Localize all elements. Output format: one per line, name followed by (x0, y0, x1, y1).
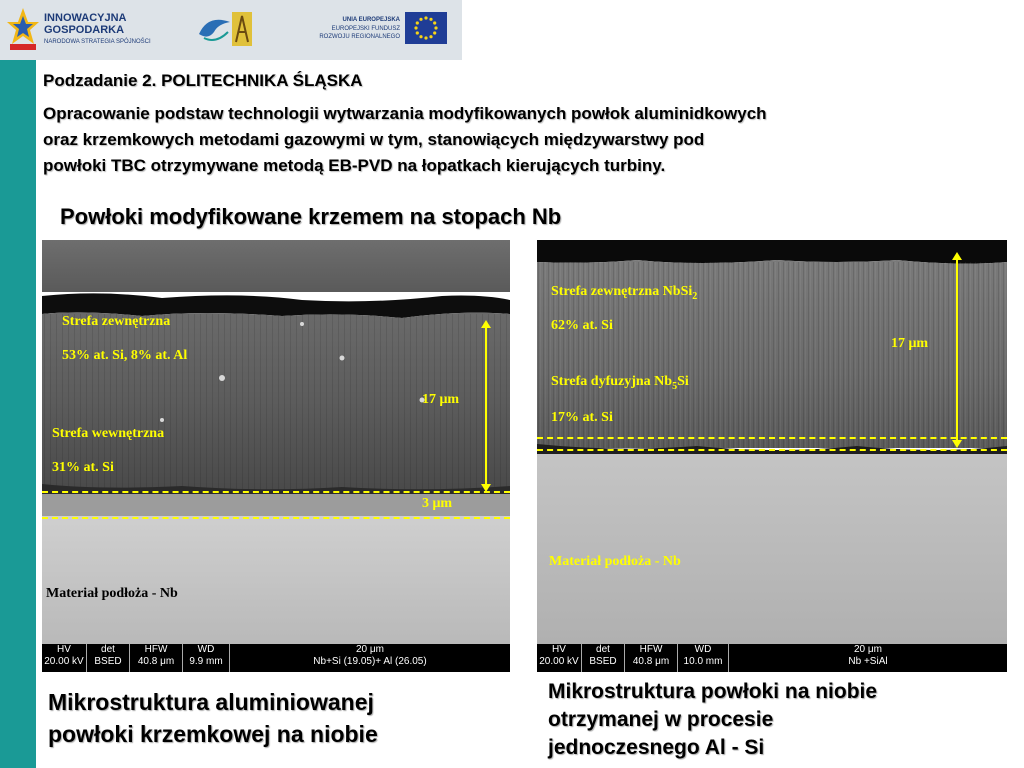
right-hv-cell: HV 20.00 kV (537, 644, 582, 672)
ig-line2: GOSPODARKA (44, 24, 125, 36)
left-thickness-3: 3 μm (422, 496, 453, 511)
right-caption-line3: jednoczesnego Al - Si (548, 736, 765, 759)
right-micrograph-icon (537, 240, 1007, 672)
right-diffusion-composition: 17% at. Si (551, 410, 613, 425)
right-hfw-cell: HFW 40.8 μm (625, 644, 678, 672)
right-scale-value: 20 μm (854, 644, 882, 655)
right-substrate-label: Materiał podłoża - Nb (549, 554, 681, 569)
header-line3: oraz krzemkowych metodami gazowymi w tym, stanowiących międzywarstwy pod (43, 130, 705, 149)
right-boundary-line-2 (537, 449, 1007, 451)
right-outer-zone-label: Strefa zewnętrzna NbSi$_2$ (551, 284, 698, 302)
right-sem-databar (537, 644, 1007, 672)
right-thickness-arrow-icon (949, 252, 965, 448)
right-wd-cell: WD 10.0 mm (678, 644, 729, 672)
left-boundary-line-2 (42, 517, 510, 519)
subtask-title: Podzadanie 2. POLITECHNIKA ŚLĄSKA (43, 71, 363, 90)
ig-line1: INNOWACYJNA (44, 12, 127, 24)
logo-strip (0, 0, 462, 60)
left-outer-zone-label: Strefa zewnętrzna (62, 314, 171, 329)
left-inner-zone-label: Strefa wewnętrzna (52, 426, 165, 441)
header-line4: powłoki TBC otrzymywane metodą EB-PVD na łopatkach kierujących turbiny. (43, 156, 666, 175)
ig-line3: NARODOWA STRATEGIA SPÓJNOŚCI (44, 39, 151, 45)
left-outer-composition: 53% at. Si, 8% at. Al (62, 348, 188, 363)
left-scale-value: 20 μm (356, 644, 384, 655)
eu-flag-icon (405, 12, 447, 44)
left-accent-bar (0, 0, 36, 768)
right-scale-cell (729, 644, 1007, 672)
eu-line1: UNIA EUROPEJSKA (342, 17, 400, 23)
left-scale-cell (230, 644, 510, 672)
right-caption-line2: otrzymanej w procesie (548, 708, 774, 731)
left-hfw-cell: HFW 40.8 μm (130, 644, 183, 672)
left-substrate-label: Materiał podłoża - Nb (46, 586, 178, 601)
header-line2: Opracowanie podstaw technologii wytwarzania modyfikowanych powłok aluminidkowych (43, 104, 767, 123)
right-sample-label: Nb +SiAl (848, 656, 888, 667)
left-sample-label: Nb+Si (19.05)+ Al (26.05) (313, 656, 427, 667)
innowacyjna-gospodarka-logo-icon (6, 6, 40, 52)
institution-logo-icon (232, 12, 252, 46)
right-sem-image (537, 240, 1007, 672)
right-det-cell: det BSED (582, 644, 625, 672)
left-thickness-17: 17 μm (422, 392, 460, 407)
left-caption-line1: Mikrostruktura aluminiowanej (48, 689, 374, 715)
right-thickness-17: 17 μm (891, 336, 929, 351)
eu-line2: EUROPEJSKI FUNDUSZ (331, 26, 400, 32)
left-micrograph-icon (42, 240, 510, 672)
left-sem-image (42, 240, 510, 672)
left-sem-databar (42, 644, 510, 672)
left-det-cell: det BSED (87, 644, 130, 672)
right-outer-composition: 62% at. Si (551, 318, 613, 333)
left-boundary-line-1 (42, 491, 510, 493)
left-wd-cell: WD 9.9 mm (183, 644, 230, 672)
right-boundary-line-1 (537, 437, 1007, 439)
right-diffusion-zone-label: Strefa dyfuzyjna $Nb_5Si$ (551, 374, 689, 392)
left-inner-composition: 31% at. Si (52, 460, 114, 475)
right-caption-line1: Mikrostruktura powłoki na niobie (548, 680, 878, 703)
left-thickness-arrow-icon (478, 320, 494, 492)
left-hv-cell: HV 20.00 kV (42, 644, 87, 672)
eu-line3: ROZWOJU REGIONALNEGO (319, 34, 400, 40)
section-title: Powłoki modyfikowane krzemem na stopach Nb (60, 204, 562, 229)
left-caption-line2: powłoki krzemkowej na niobie (48, 721, 378, 747)
bird-logo-icon (196, 10, 234, 48)
